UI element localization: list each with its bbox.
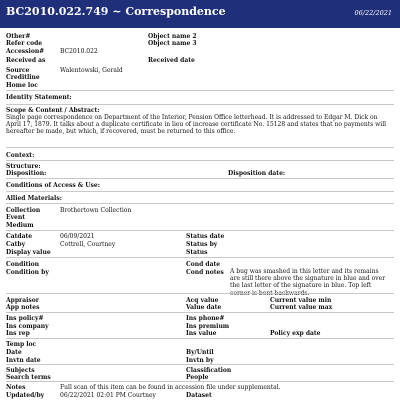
- ins-policy-label: Ins policy#: [6, 315, 44, 322]
- divider: [6, 191, 394, 192]
- divider: [6, 230, 394, 231]
- divider: [6, 312, 394, 313]
- disposition-date-label: Disposition date:: [228, 170, 286, 177]
- cond-notes-text: A bug was smashed in this letter and its remains are still there above the signature in blue and over the last letter of the signature in blue. Top left corner is bent backwards.: [230, 268, 386, 297]
- catby-label: Catby: [6, 241, 26, 248]
- catdate-value: 06/09/2021: [60, 233, 95, 240]
- divider: [6, 178, 394, 179]
- status-date-label: Status date: [186, 233, 225, 240]
- divider: [6, 364, 394, 365]
- notes-label: Notes: [6, 384, 26, 391]
- divider: [6, 257, 394, 258]
- cond-date-label: Cond date: [186, 261, 221, 268]
- status-by-label: Status by: [186, 241, 218, 248]
- temp-loc-label: Temp loc: [6, 341, 37, 348]
- ins-premium-label: Ins premium: [186, 323, 230, 330]
- appraisor-label: Appraisor: [6, 297, 39, 304]
- divider: [6, 381, 394, 382]
- status-label: Status: [186, 249, 208, 256]
- inventory-by-label: Invtn by: [186, 357, 214, 364]
- accession-value: BC2010.022: [60, 48, 98, 55]
- context-label: Context:: [6, 152, 35, 159]
- display-value-label: Display value: [6, 249, 51, 256]
- current-value-max-label: Current value max: [270, 304, 333, 311]
- acq-value-label: Acq value: [186, 297, 219, 304]
- structure-label: Structure:: [6, 163, 41, 170]
- event-label: Event: [6, 214, 26, 221]
- identity-statement-label: Identity Statement:: [6, 94, 72, 101]
- collection-value: Brothertown Collection: [60, 207, 132, 214]
- scope-content-label: Scope & Content / Abstract:: [6, 107, 100, 114]
- received-date-label: Received date: [148, 57, 195, 64]
- creditline-label: Creditline: [6, 74, 40, 81]
- record-title: BC2010.022.749 ~ Correspondence: [6, 5, 226, 18]
- source-label: Source: [6, 67, 30, 74]
- classification-label: Classification: [186, 367, 232, 374]
- by-until-label: By/Until: [186, 349, 214, 356]
- conditions-access-label: Conditions of Access & Use:: [6, 182, 100, 189]
- divider: [6, 147, 394, 148]
- divider: [6, 338, 394, 339]
- other-label: Other#: [6, 33, 31, 40]
- divider: [6, 160, 394, 161]
- ins-value-label: Ins value: [186, 330, 217, 337]
- collection-label: Collection: [6, 207, 41, 214]
- scope-content-text: Single page correspondence on Department of the Interior, Pension Office letterhead. It is addressed to Edgar M. Dick on April 17, 1879. It talks about a duplicate certificate in lieu of increase certificate No. 15128 and states that no payments will hereafter be made, but which, if recovered, must be returned to this office.: [6, 114, 387, 136]
- condition-label: Condition: [6, 261, 40, 268]
- divider: [6, 104, 394, 105]
- divider: [6, 293, 394, 294]
- home-loc-label: Home loc: [6, 82, 38, 89]
- divider: [6, 90, 394, 91]
- current-value-min-label: Current value min: [270, 297, 332, 304]
- object-name-3-label: Object name 3: [148, 40, 197, 47]
- dataset-label: Dataset: [186, 392, 212, 399]
- object-name-2-label: Object name 2: [148, 33, 197, 40]
- inventory-date-label: Invtn date: [6, 357, 41, 364]
- cond-notes-label: Cond notes: [186, 269, 224, 276]
- received-as-label: Received as: [6, 57, 46, 64]
- medium-label: Medium: [6, 222, 34, 229]
- people-label: People: [186, 374, 209, 381]
- subjects-label: Subjects: [6, 367, 35, 374]
- notes-value: Full scan of this item can be found in accession file under supplemental.: [60, 384, 281, 391]
- policy-exp-date-label: Policy exp date: [270, 330, 321, 337]
- ins-phone-label: Ins phone#: [186, 315, 225, 322]
- accession-label: Accession#: [6, 48, 45, 55]
- ins-company-label: Ins company: [6, 323, 49, 330]
- ins-rep-label: Ins rep: [6, 330, 30, 337]
- source-value: Walentowski, Gerald: [60, 67, 123, 74]
- catdate-label: Catdate: [6, 233, 33, 240]
- refer-code-label: Refer code: [6, 40, 43, 47]
- condition-by-label: Condition by: [6, 269, 49, 276]
- app-notes-label: App notes: [6, 304, 40, 311]
- updated-by-label: Updated/by: [6, 392, 45, 399]
- divider: [6, 203, 394, 204]
- record-date: 06/22/2021: [354, 9, 392, 17]
- disposition-label: Disposition:: [6, 170, 47, 177]
- record-header: [0, 0, 400, 28]
- value-date-label: Value date: [186, 304, 222, 311]
- catby-value: Cottrell, Courtney: [60, 241, 116, 248]
- updated-by-value: 06/22/2021 02:01 PM Courtney: [60, 392, 156, 399]
- allied-materials-label: Allied Materials:: [6, 195, 62, 202]
- date-label: Date: [6, 349, 22, 356]
- search-terms-label: Search terms: [6, 374, 51, 381]
